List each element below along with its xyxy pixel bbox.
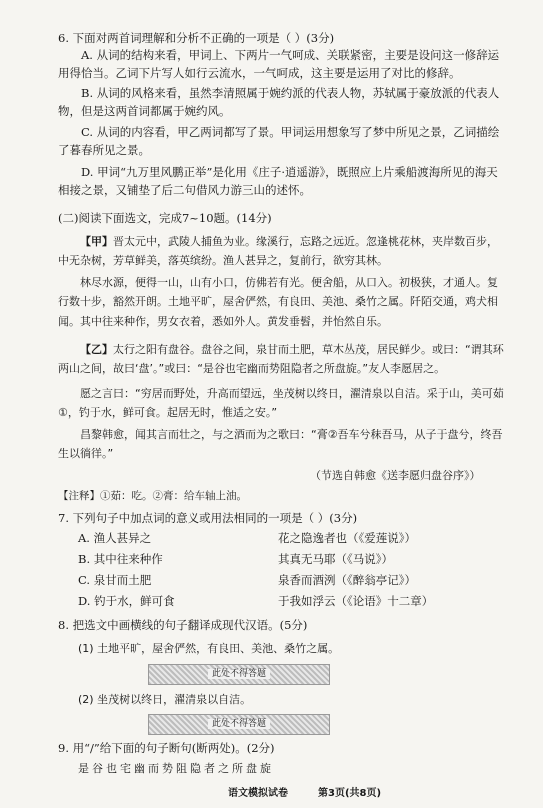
q8-stem: 8. 把选文中画横线的句子翻译成现代汉语。(5分) — [58, 618, 308, 632]
q6-option-b: B. 从词的风格来看，虽然李清照属于婉约派的代表人物，苏轼属于豪放派的代表人物，但是这两首词都属于婉约风。 — [58, 86, 500, 118]
q8-sentence-1: (1) 土地平旷，屋舍俨然，有良田、美池、桑竹之属。 — [78, 642, 340, 655]
answer-forbidden-stamp-1 — [148, 664, 330, 685]
q7-row-c-right: 泉香而酒洌（《醉翁亭记》） — [278, 573, 416, 587]
q7-row-a-left: A. 渔人甚异之 — [78, 531, 152, 545]
q7-row-a-right: 花之隐逸者也（《爱莲说》） — [278, 531, 416, 545]
q7-row-d-right: 于我如浮云（《论语》十二章） — [278, 594, 434, 608]
answer-forbidden-stamp-2 — [148, 714, 330, 735]
passage-yi-label: 【乙】 — [80, 343, 113, 356]
q7-row-d-left: D. 钓于水，鲜可食 — [78, 594, 175, 608]
section-heading: (二)阅读下面选文，完成7~10题。(14分) — [58, 211, 272, 225]
answer-forbidden-stamp-1-text: 此处不得答题 — [208, 669, 270, 679]
q6-option-d: D. 甲词“九万里风鹏正举”是化用《庄子·逍遥游》，既照应上片乘船渡海所见的海天相接之景，又铺垫了后二句借风力游三山的述怀。 — [58, 165, 498, 197]
passage-source: （节选自韩愈《送李愿归盘谷序》） — [310, 469, 481, 482]
q7-stem: 7. 下列句子中加点词的意义或用法相同的一项是（ ）(3分) — [58, 511, 358, 525]
q7-row-b-left: B. 其中往来种作 — [78, 552, 163, 566]
footer-title: 语文模拟试卷 — [228, 788, 288, 799]
answer-forbidden-stamp-2-text: 此处不得答题 — [208, 719, 270, 729]
passage-yi-p2: 愿之言曰：“穷居而野处，升高而望远，坐茂树以终日，濯清泉以自洁。采于山，美可茹①，钓于水，鲜可食。起居无时，惟适之安。” — [58, 387, 504, 420]
passage-jia-label: 【甲】 — [80, 235, 113, 248]
passage-yi-p1 — [58, 340, 506, 379]
passage-yi-p1-text: 太行之阳有盘谷。盘谷之间，泉甘而土肥，草木丛茂，居民鲜少。或曰：“谓其环两山之间，故曰‘盘’。”或曰：“是谷也宅幽而势阻隐者之所盘旋。”友人李愿居之。 — [58, 343, 504, 376]
passage-jia-p2: 林尽水源，便得一山，山有小口，仿佛若有光。便舍船，从口入。初极狭，才通人。复行数十步，豁然开朗。土地平旷，屋舍俨然，有良田、美池、桑竹之属。阡陌交通，鸡犬相闻。其中往来种作，男女衣着，悉如外人。黄发垂髫，并怡然自乐。 — [58, 276, 498, 328]
q6-stem: 6. 下面对两首词理解和分析不正确的一项是（ ）(3分) — [58, 31, 335, 45]
passage-jia-p1-text: 晋太元中，武陵人捕鱼为业。缘溪行，忘路之远近。忽逢桃花林，夹岸数百步，中无杂树，芳草鲜美，落英缤纷。渔人甚异之，复前行，欲穷其林。 — [58, 235, 498, 268]
q6-option-a: A. 从词的结构来看，甲词上、下两片一气呵成、关联紧密，主要是设问这一修辞运用得恰当。乙词下片写人如行云流水，一气呵成，这主要是运用了对比的修辞。 — [58, 48, 500, 80]
passage-yi-p3: 昌黎韩愈，闻其言而壮之，与之酒而为之歌曰：“膏②吾车兮秣吾马，从子于盘兮，终吾生以徜徉。” — [58, 428, 503, 461]
footer-page-number: 第3页(共8页) — [318, 788, 382, 799]
passage-note: 【注释】①茹：吃。②膏：给车轴上油。 — [58, 490, 247, 502]
q9-text: 是谷也宅幽而势阻隐者之所盘旋 — [78, 762, 274, 775]
q7-row-b-right: 其真无马耶（《马说》） — [278, 552, 393, 566]
q6-option-c: C. 从词的内容看，甲乙两词都写了景。甲词运用想象写了梦中所见之景，乙词描绘了暮春所见之景。 — [58, 125, 500, 157]
q8-sentence-2: (2) 坐茂树以终日，濯清泉以自洁。 — [78, 693, 252, 706]
q9-stem: 9. 用“/”给下面的句子断句(断两处)。(2分) — [58, 741, 275, 755]
passage-jia-p1 — [58, 232, 506, 271]
q7-row-c-left: C. 泉甘而土肥 — [78, 573, 152, 587]
